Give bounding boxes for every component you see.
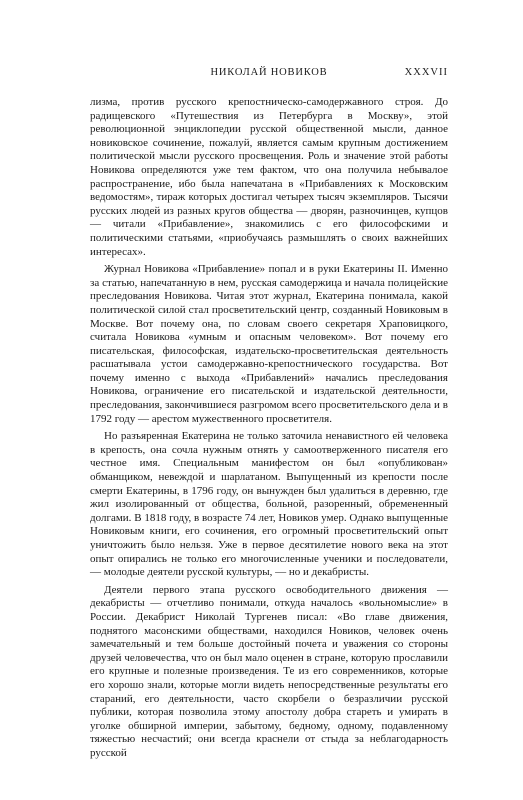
paragraph-2: Журнал Новикова «Прибавление» попал и в руки Екатерины II. Именно за статью, напечатанную в нем, русская самодержица и начала полицейские преследования Новикова. Читая этот журнал, Екатерина понимала, какой политической силой стал просветительский центр, созданный Новиковым в Москве. Вот почему она, по словам своего секретаря Храповицкого, считала Новикова «умным и опасным человеком». Вот почему его писательская, философская, издательско-просветительская деятельность расшатывала устои самодержавно-крепостнического государства. Вот почему именно с выхода «Прибавлений» начались преследования Новикова, ограничение его писательской и издательской деятельности, преследования, закончившиеся разгромом всего просветительского дела и в 1792 году — арестом мужественного просветителя. <box>90 263 448 425</box>
body-text <box>90 96 448 765</box>
paragraph-4: Деятели первого этапа русского освободительного движения — декабристы — отчетливо понимали, откуда началось «вольномыслие» в России. Декабрист Николай Тургенев писал: «Во главе движения, поднятого масонскими обществами, находился Новиков, человек очень замечательный и тем больше достойный почета и уважения со стороны друзей человечества, что он был мало оценен в стране, которую прославили его крупные и полезные произведения. Те из его современников, которые его хорошо знали, которые могли видеть непосредственные результаты его стараний, его деятельности, часто скорбели о безразличии русской публики, которая позволила этому апостолу добра стареть и умирать в уголке обширной империи, забытому, бедному, одному, подавленному тяжестью несчастий; они всегда краснели от стыда за неблагодарность русской <box>90 583 448 759</box>
page-header <box>90 66 448 80</box>
page-number: XXXVII <box>404 67 448 78</box>
running-title: НИКОЛАЙ НОВИКОВ <box>210 67 328 78</box>
paragraph-1: лизма, против русского крепостническо-самодержавного строя. До радищевского «Путешествия из Петербурга в Москву», этой революционной энциклопедии русской общественной мысли, данное новиковское сочинение, пожалуй, является самым крупным достижением политической мысли русского просвещения. Роль и значение этой работы Новикова определяются уже тем фактом, что она получила небывалое распространение, ибо была напечатана в «Прибавлениях к Московским ведомостям», тираж которых достигал четырех тысяч экземпляров. Тысячи русских людей из разных кругов общества — дворян, разночинцев, купцов — читали «Прибавление», знакомились с его философскими и политическими статьями, «приобучаясь размышлять о своих важнейших интересах». <box>90 96 448 258</box>
paragraph-3: Но разъяренная Екатерина не только заточила ненавистного ей человека в крепость, она сочла нужным отнять у самоотверженного писателя его честное имя. Специальным манифестом он был «опубликован» обманщиком, невеждой и шарлатаном. Выпущенный из крепости после смерти Екатерины, в 1796 году, он вынужден был удалиться в деревню, где жил изолированный от общества, больной, разоренный, обремененный долгами. В 1818 году, в возрасте 74 лет, Новиков умер. Однако выпущенные Новиковым книги, его сочинения, его огромный просветительский опыт уничтожить было нельзя. Уже в первое десятилетие нового века на этот опыт опирались не только его многочисленные ученики и последователи, — молодые деятели русской культуры, — но и декабристы. <box>90 430 448 579</box>
